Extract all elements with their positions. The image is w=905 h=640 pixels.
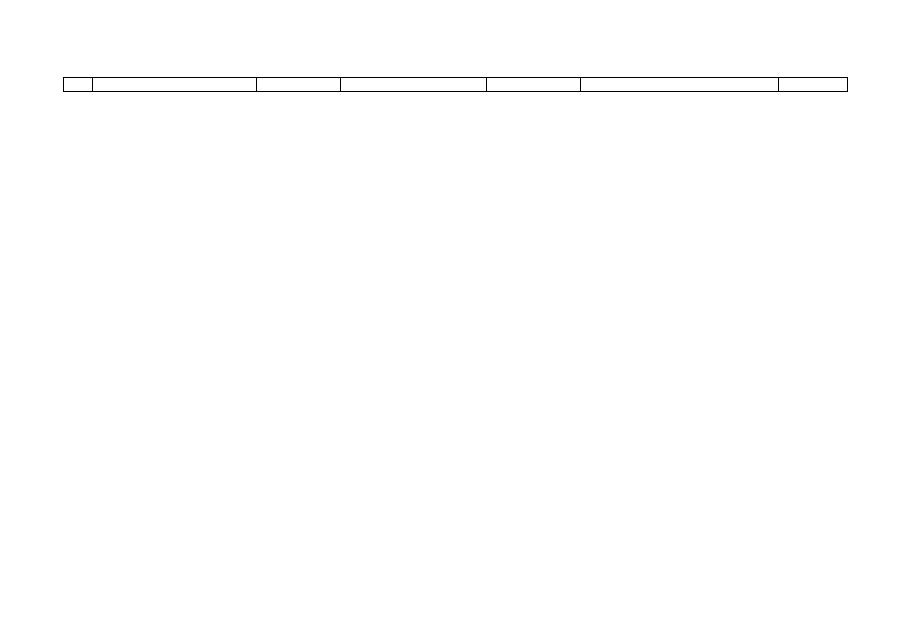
column-header — [779, 78, 848, 92]
medical-procedures-table — [63, 77, 848, 92]
column-header — [64, 78, 93, 92]
column-header — [581, 78, 779, 92]
column-header — [487, 78, 581, 92]
column-header — [257, 78, 341, 92]
column-number-header-row — [64, 78, 848, 92]
column-header — [341, 78, 487, 92]
column-header — [93, 78, 257, 92]
